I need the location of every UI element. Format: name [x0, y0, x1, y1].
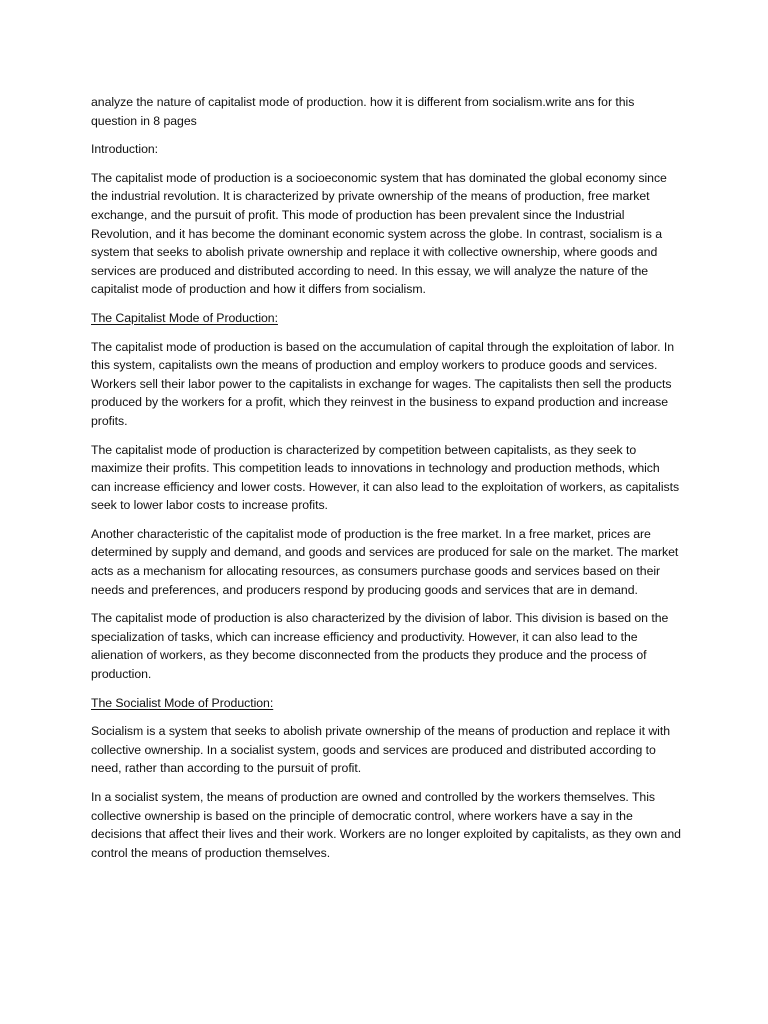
capitalist-paragraph: The capitalist mode of production is characterized by competition between capitalists, as they seek to maximize their profits. This competition leads to innovations in technology and production methods, which can increase efficiency and lower costs. However, it can also lead to the exploitation of workers, as capitalists seek to lower labor costs to increase profits.: [91, 442, 680, 513]
introduction-paragraph: The capitalist mode of production is a socioeconomic system that has dominated the global economy since the industrial revolution. It is characterized by private ownership of the means of production, free market exchange, and the pursuit of profit. This mode of production has been prevalent since the Industrial Revolution, and it has become the dominant economic system across the globe. In contrast, socialism is a system that seeks to abolish private ownership and replace it with collective ownership, where goods and services are produced and distributed according to need. In this essay, we will analyze the nature of the capitalist mode of production and how it differs from socialism.: [91, 170, 667, 297]
capitalist-paragraph: The capitalist mode of production is based on the accumulation of capital through the exploitation of labor. In this system, capitalists own the means of production and employ workers to produce goods and services. Workers sell their labor power to the capitalists in exchange for wages. The capitalists then sell the products produced by the workers for a profit, which they reinvest in the business to expand production and increase profits.: [91, 339, 675, 428]
capitalist-paragraph: The capitalist mode of production is also characterized by the division of labor. This division is based on the specialization of tasks, which can increase efficiency and productivity. However, it can also lead to the alienation of workers, as they become disconnected from the products they produce and the process of production.: [91, 611, 669, 682]
capitalist-paragraph: Another characteristic of the capitalist mode of production is the free market. In a free market, prices are determined by supply and demand, and goods and services are produced for sale on the market. The market acts as a mechanism for allocating resources, as consumers purchase goods and services based on their needs and preferences, and producers respond by producing goods and services that are in demand.: [91, 526, 679, 597]
capitalist-section-heading: The Capitalist Mode of Production:: [91, 310, 278, 325]
socialist-section-heading: The Socialist Mode of Production:: [91, 695, 274, 710]
socialist-paragraph: In a socialist system, the means of production are owned and controlled by the workers themselves. This collective ownership is based on the principle of democratic control, where workers have a say in the decisions that affect their lives and their work. Workers are no longer exploited by capitalists, as they own and control the means of production themselves.: [91, 790, 681, 860]
question-text: analyze the nature of capitalist mode of production. how it is different from socialism.write ans for this question in 8 pages: [91, 95, 635, 128]
document-page: [91, 93, 681, 872]
socialist-paragraph: Socialism is a system that seeks to abolish private ownership of the means of production and replace it with collective ownership. In a socialist system, goods and services are produced and distributed according to need, rather than according to the pursuit of profit.: [91, 724, 670, 776]
introduction-label: Introduction:: [91, 142, 159, 157]
